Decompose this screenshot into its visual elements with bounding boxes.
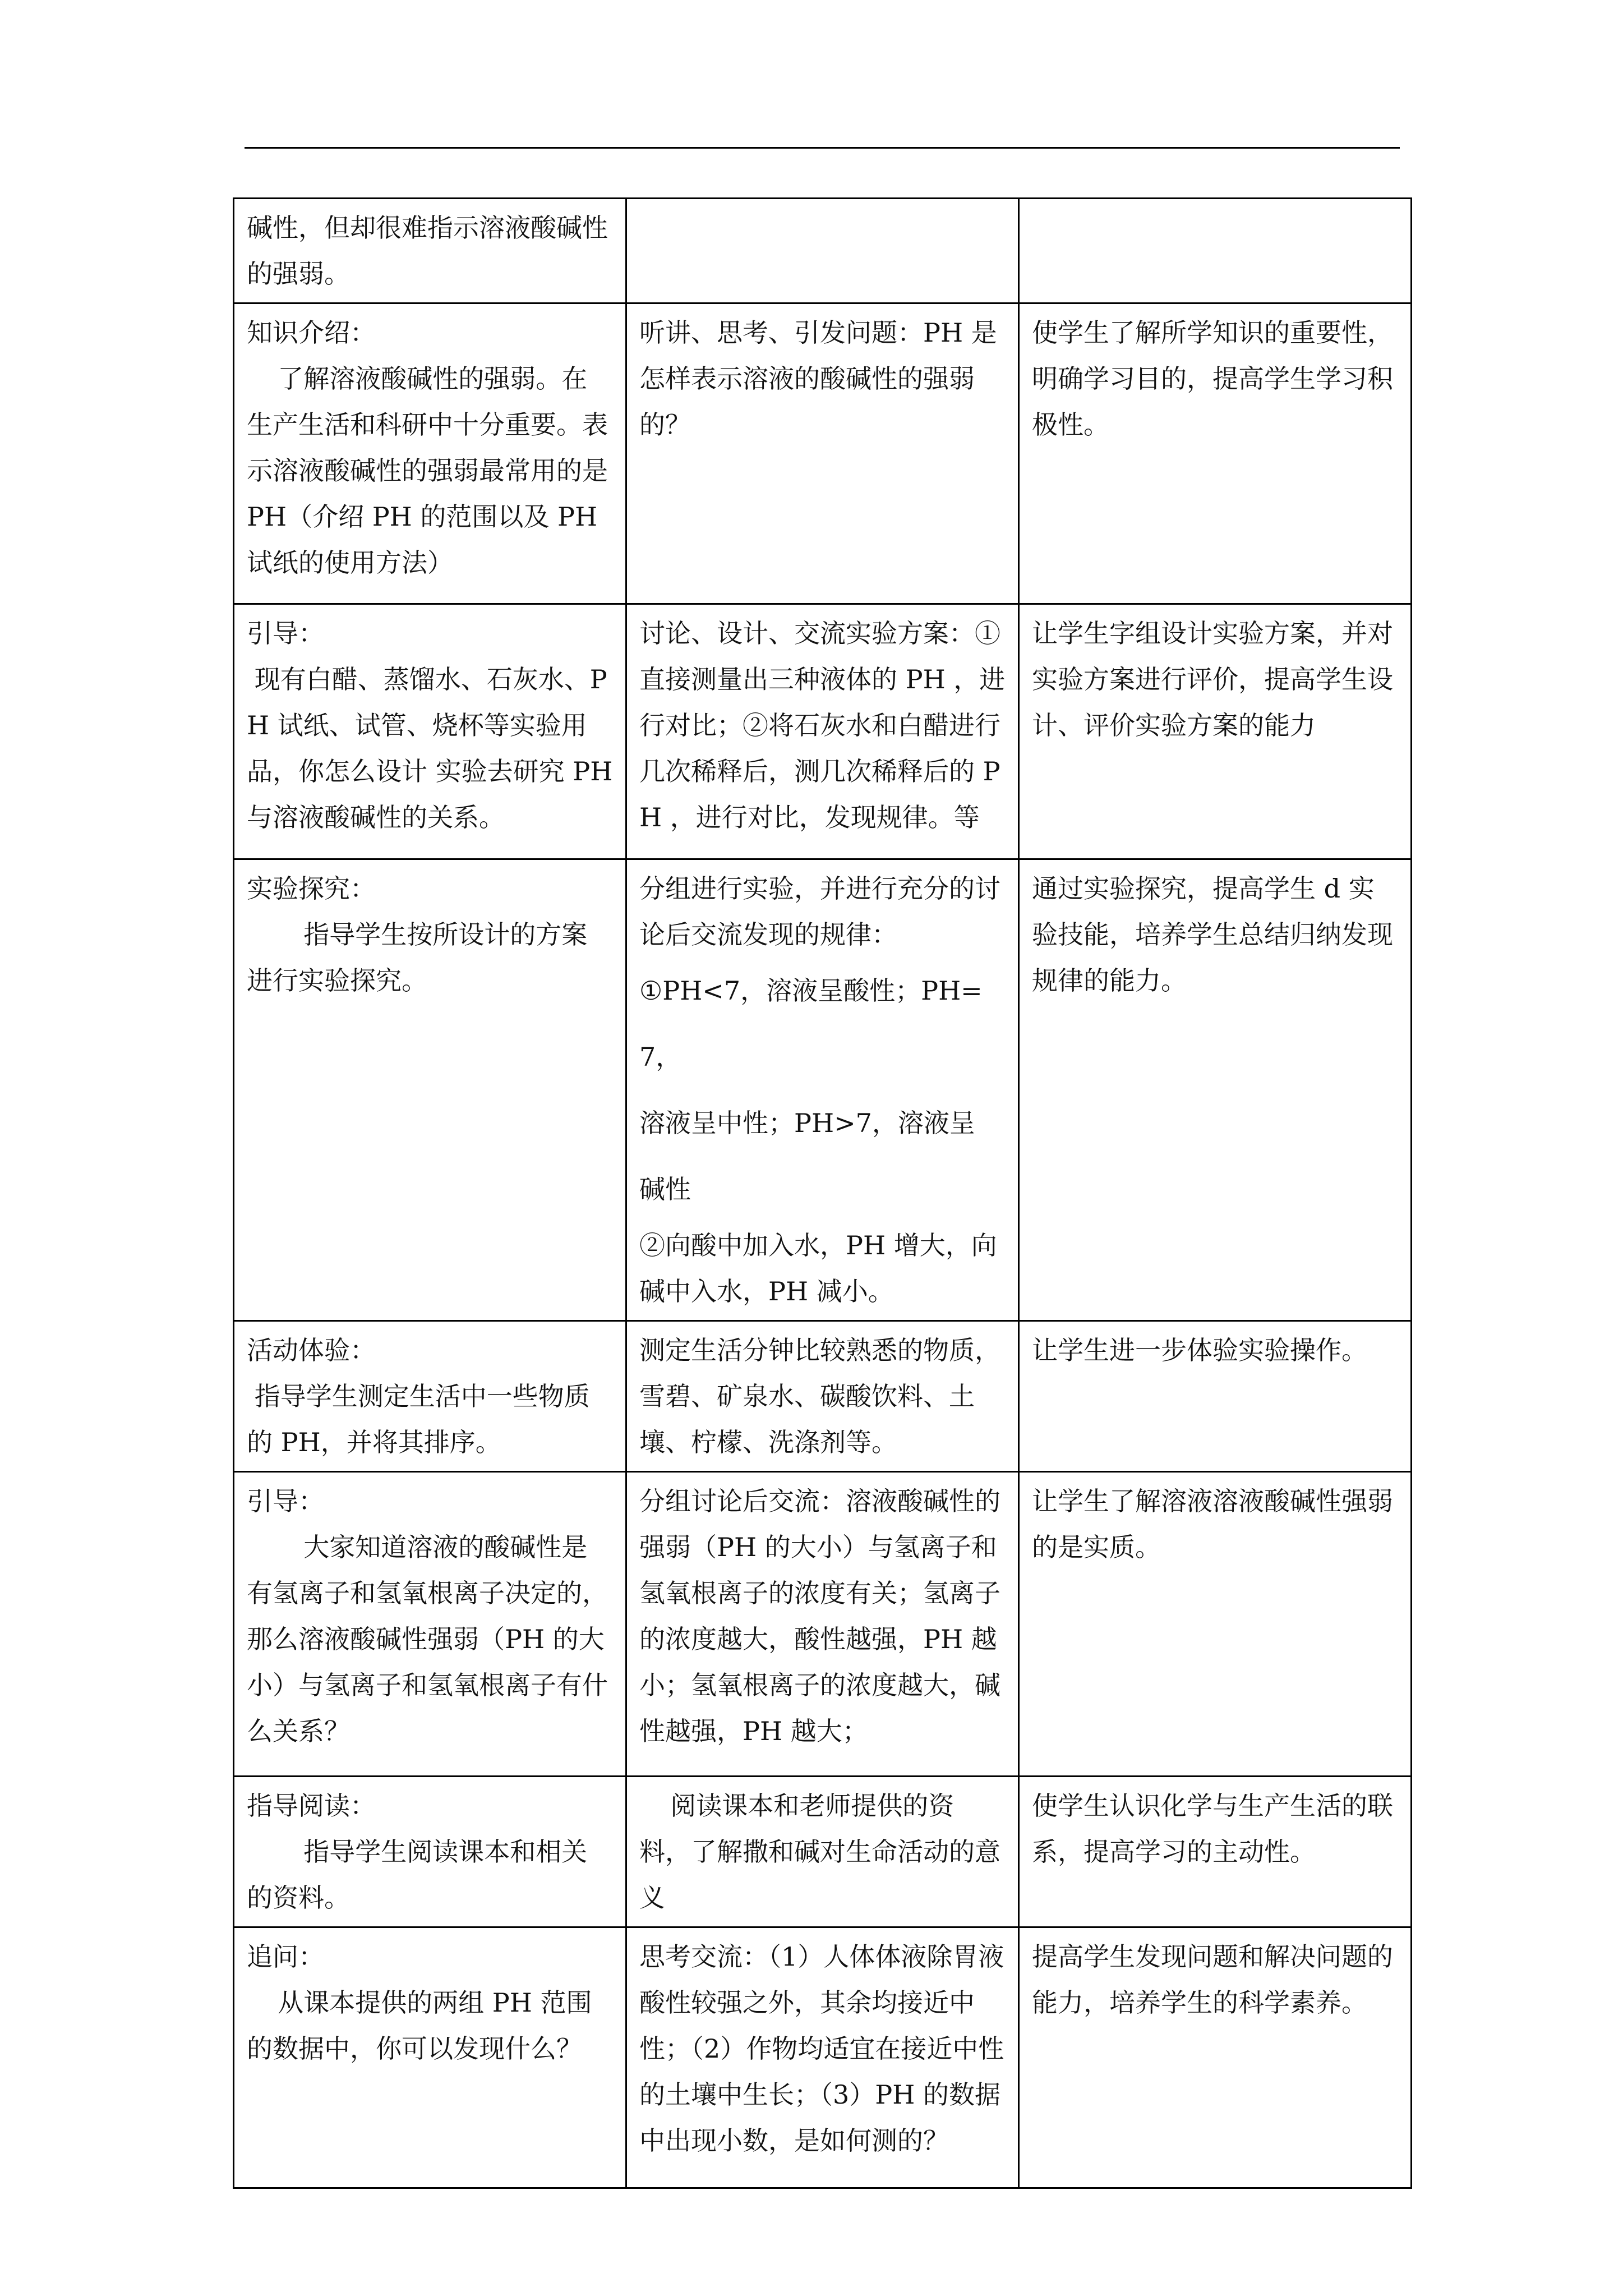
teacher-activity-heading: 指导阅读：: [247, 1791, 376, 1821]
design-purpose-cell: [1019, 604, 1412, 859]
table-row: [234, 1927, 1412, 2188]
teacher-activity-text: 指导学生阅读课本和相关的资料。: [247, 1837, 588, 1913]
table-row: [234, 604, 1412, 859]
design-purpose-cell: [1019, 1472, 1412, 1777]
teacher-activity-text: 从课本提供的两组 PH 范围的数据中，你可以发现什么？: [247, 1987, 592, 2064]
teacher-activity-heading: 追问：: [247, 1941, 324, 1972]
teacher-activity-text: 指导学生测定生活中一些物质的 PH，并将其排序。: [247, 1381, 590, 1457]
design-purpose-text: 使学生认识化学与生产生活的联系，提高学习的主动性。: [1032, 1791, 1393, 1867]
teacher-activity-text: 大家知道溶液的酸碱性是有氢离子和氢氧根离子决定的，那么溶液酸碱性强弱（PH 的大小）与氢离子和氢氧根离子有什么关系？: [247, 1532, 608, 1746]
table-row: [234, 199, 1412, 303]
table-row: [234, 1777, 1412, 1927]
student-activity-text: 溶液呈中性；PH>7，溶液呈: [639, 1108, 975, 1138]
design-purpose-cell: [1019, 859, 1412, 1321]
teacher-activity-heading: 知识介绍：: [247, 318, 376, 348]
teacher-activity-heading: 实验探究：: [247, 873, 376, 904]
teacher-activity-text: 现有白醋、蒸馏水、石灰水、PH 试纸、试管、烧杯等实验用品，你怎么设计 实验去研究 PH 与溶液酸碱性的关系。: [247, 664, 613, 832]
student-activity-cell: [626, 859, 1019, 1321]
teacher-activity-cell: [234, 859, 626, 1321]
teacher-activity-cell: [234, 1777, 626, 1927]
table-row: [234, 1472, 1412, 1777]
design-purpose-text: 让学生字组设计实验方案，并对实验方案进行评价，提高学生设计、评价实验方案的能力: [1032, 618, 1393, 740]
student-activity-text: 分组讨论后交流：溶液酸碱性的强弱（PH 的大小）与氢离子和氢氧根离子的浓度有关；氢离子的浓度越大，酸性越强，PH 越小；氢氧根离子的浓度越大，碱性越强，PH 越大；: [639, 1486, 1000, 1746]
student-activity-cell: [626, 1321, 1019, 1472]
teacher-activity-cell: [234, 199, 626, 303]
student-activity-text: 讨论、设计、交流实验方案：①直接测量出三种液体的 PH ，进行对比；②将石灰水和白醋进行几次稀释后，测几次稀释后的 PH ，进行对比，发现规律。等: [639, 618, 1006, 832]
design-purpose-cell: [1019, 199, 1412, 303]
student-activity-cell: [626, 604, 1019, 859]
student-activity-cell: [626, 303, 1019, 604]
student-activity-text: 阅读课本和老师提供的资料，了解撒和碱对生命活动的意义: [639, 1791, 1000, 1913]
student-activity-cell: [626, 1777, 1019, 1927]
design-purpose-text: 让学生了解溶液溶液酸碱性强弱的是实质。: [1032, 1486, 1393, 1562]
student-activity-text: ②向酸中加入水，PH 增大，向碱中入水，PH 减小。: [639, 1230, 997, 1306]
design-purpose-text: 通过实验探究，提高学生 d 实验技能，培养学生总结归纳发现规律的能力。: [1032, 873, 1393, 996]
teacher-activity-heading: 引导：: [247, 1486, 324, 1516]
lesson-plan-table: [233, 197, 1412, 2189]
teacher-activity-cell: [234, 303, 626, 604]
teacher-activity-text: 指导学生按所设计的方案进行实验探究。: [247, 919, 588, 996]
student-activity-text: 分组进行实验，并进行充分的讨论后交流发现的规律：: [639, 873, 1000, 950]
student-activity-text: 测定生活分钟比较熟悉的物质，雪碧、矿泉水、碳酸饮料、土壤、柠檬、洗涤剂等。: [639, 1335, 1000, 1457]
student-activity-text: 思考交流：（1）人体体液除胃液酸性较强之外，其余均接近中性；（2）作物均适宜在接近中性的土壤中生长；（3）PH 的数据中出现小数，是如何测的？: [639, 1941, 1004, 2156]
table-row: [234, 303, 1412, 604]
design-purpose-text: 让学生进一步体验实验操作。: [1032, 1335, 1367, 1365]
teacher-activity-cell: [234, 1927, 626, 2188]
student-activity-text: ①PH<7，溶液呈酸性；PH=7，: [639, 976, 983, 1072]
design-purpose-cell: [1019, 303, 1412, 604]
header-rule: [245, 147, 1400, 149]
student-activity-cell: [626, 1472, 1019, 1777]
teacher-activity-cell: [234, 604, 626, 859]
design-purpose-text: 使学生了解所学知识的重要性，明确学习目的，提高学生学习积极性。: [1032, 318, 1393, 440]
student-activity-text: 碱性: [639, 1174, 691, 1204]
teacher-activity-text: 碱性，但却很难指示溶液酸碱性的强弱。: [247, 213, 608, 289]
student-activity-text: 听讲、思考、引发问题：PH 是怎样表示溶液的酸碱性的强弱的？: [639, 318, 997, 440]
teacher-activity-text: 了解溶液酸碱性的强弱。在生产生活和科研中十分重要。表示溶液酸碱性的强弱最常用的是 PH（介绍 PH 的范围以及 PH 试纸的使用方法）: [247, 364, 608, 578]
design-purpose-cell: [1019, 1927, 1412, 2188]
student-activity-cell: [626, 199, 1019, 303]
teacher-activity-cell: [234, 1472, 626, 1777]
teacher-activity-heading: 引导：: [247, 618, 324, 648]
design-purpose-text: 提高学生发现问题和解决问题的能力，培养学生的科学素养。: [1032, 1941, 1393, 2018]
table-row: [234, 859, 1412, 1321]
student-activity-cell: [626, 1927, 1019, 2188]
design-purpose-cell: [1019, 1777, 1412, 1927]
teacher-activity-heading: 活动体验：: [247, 1335, 376, 1365]
teacher-activity-cell: [234, 1321, 626, 1472]
table-row: [234, 1321, 1412, 1472]
design-purpose-cell: [1019, 1321, 1412, 1472]
